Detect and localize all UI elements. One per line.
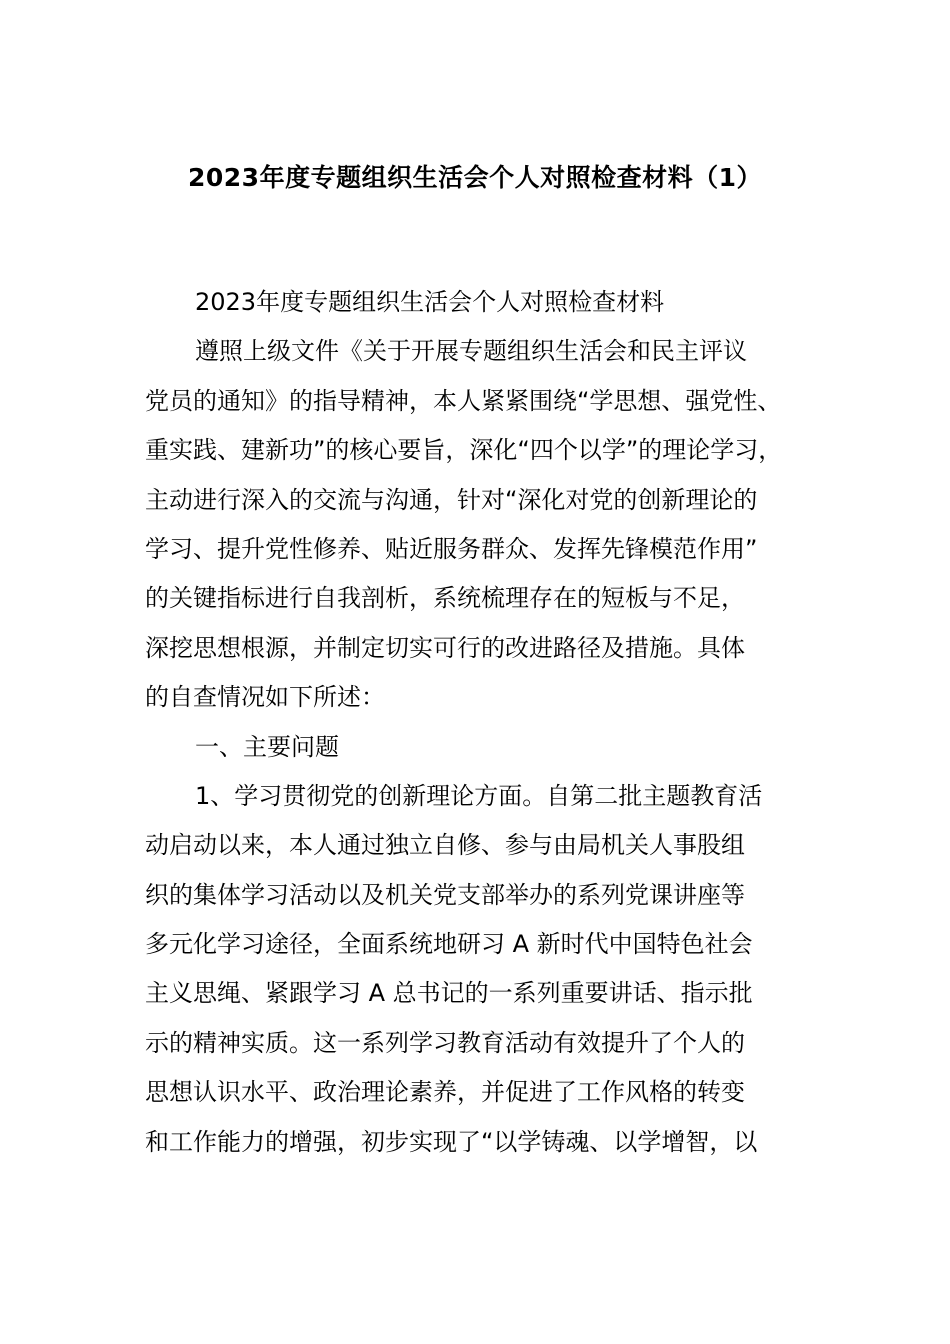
body-line: 和工作能力的增强，初步实现了“以学铸魂、以学增智，以 — [145, 1127, 758, 1156]
body-line: 示的精神实质。这一系列学习教育活动有效提升了个人的 — [145, 1028, 745, 1057]
body-line: 深挖思想根源，并制定切实可行的改进路径及措施。具体 — [145, 633, 745, 662]
body-line: 动启动以来，本人通过独立自修、参与由局机关人事股组 — [145, 831, 745, 860]
body-line: 遵照上级文件《关于开展专题组织生活会和民主评议 — [195, 337, 747, 366]
body-line: 织的集体学习活动以及机关党支部举办的系列党课讲座等 — [145, 880, 745, 909]
body-line: 思想认识水平、政治理论素养，并促进了工作风格的转变 — [145, 1078, 745, 1107]
body-line: 主动进行深入的交流与沟通，针对“深化对党的创新理论的 — [145, 485, 758, 514]
body-line: 党员的通知》的指导精神，本人紧紧围绕“学思想、强党性、 — [145, 386, 782, 415]
body-line: 1、学习贯彻党的创新理论方面。自第二批主题教育活 — [195, 781, 763, 810]
body-line: 主义思绳、紧跟学习 A 总书记的一系列重要讲话、指示批 — [145, 979, 753, 1008]
body-line: 2023年度专题组织生活会个人对照检查材料 — [195, 288, 665, 316]
body-line: 一、主要问题 — [195, 732, 339, 761]
body-line: 多元化学习途径，全面系统地研习 A 新时代中国特色社会 — [145, 930, 753, 959]
body-line: 的关键指标进行自我剖析，系统梳理存在的短板与不足， — [145, 584, 745, 613]
body-line: 的自查情况如下所述： — [145, 683, 385, 712]
document-body — [145, 278, 845, 1167]
body-line: 重实践、建新功”的核心要旨，深化“四个以学”的理论学习， — [145, 436, 783, 465]
body-line: 学习、提升党性修养、贴近服务群众、发挥先锋模范作用” — [145, 534, 758, 563]
document-title: 2023年度专题组织生活会个人对照检查材料（1） — [188, 163, 762, 192]
